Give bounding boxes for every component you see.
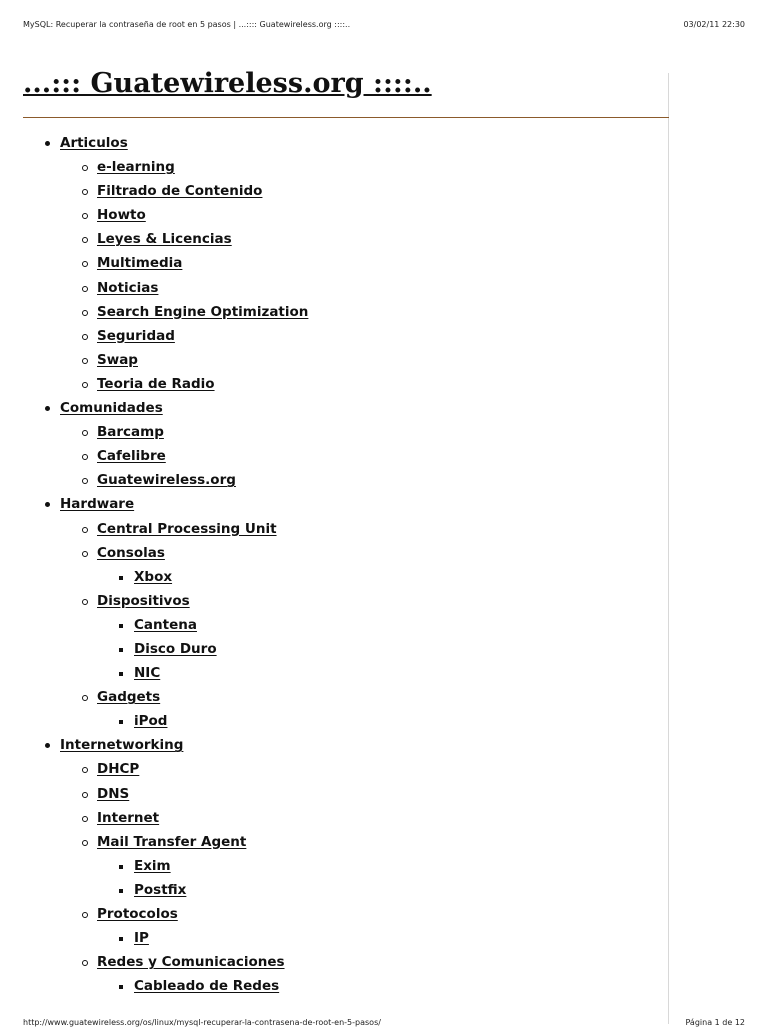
sidebar-divider (668, 73, 669, 1024)
circle-bullet-icon (82, 189, 88, 195)
print-page-number: Página 1 de 12 (685, 1018, 745, 1027)
nav-item-level-2 (0, 953, 660, 977)
circle-bullet-icon (82, 478, 88, 484)
circle-bullet-icon (82, 237, 88, 243)
nav-item-level-2 (0, 760, 660, 784)
nav-link[interactable]: Central Processing Unit (97, 520, 277, 537)
nav-link[interactable]: DHCP (97, 761, 140, 778)
nav-item-level-2 (0, 688, 660, 712)
circle-bullet-icon (82, 382, 88, 388)
print-header (23, 20, 745, 29)
nav-item-level-2 (0, 182, 660, 206)
circle-bullet-icon (82, 430, 88, 436)
nav-item-level-3 (0, 640, 660, 664)
square-bullet-icon (119, 985, 123, 989)
category-list (0, 134, 660, 1001)
nav-item-level-3 (0, 616, 660, 640)
nav-item-level-1 (0, 134, 660, 158)
circle-bullet-icon (82, 334, 88, 340)
nav-link[interactable]: Internetworking (60, 737, 184, 754)
nav-link[interactable]: Swap (97, 351, 138, 368)
nav-item-level-2 (0, 471, 660, 495)
disc-bullet-icon (45, 743, 50, 748)
nav-item-level-2 (0, 833, 660, 857)
square-bullet-icon (119, 672, 123, 676)
nav-link[interactable]: Cableado de Redes (134, 978, 280, 995)
circle-bullet-icon (82, 286, 88, 292)
circle-bullet-icon (82, 767, 88, 773)
nav-item-level-3 (0, 977, 660, 1001)
nav-link[interactable]: Howto (97, 207, 146, 224)
nav-link[interactable]: Filtrado de Contenido (97, 183, 263, 200)
nav-link[interactable]: Disco Duro (134, 640, 217, 657)
nav-link[interactable]: Cantena (134, 616, 197, 633)
nav-item-level-1 (0, 495, 660, 519)
print-footer (23, 1018, 745, 1027)
circle-bullet-icon (82, 599, 88, 605)
square-bullet-icon (119, 937, 123, 941)
nav-link[interactable]: Redes y Comunicaciones (97, 954, 285, 971)
nav-item-level-1 (0, 736, 660, 760)
nav-item-level-3 (0, 664, 660, 688)
circle-bullet-icon (82, 551, 88, 557)
circle-bullet-icon (82, 816, 88, 822)
nav-item-level-2 (0, 544, 660, 568)
nav-item-level-2 (0, 785, 660, 809)
square-bullet-icon (119, 865, 123, 869)
circle-bullet-icon (82, 840, 88, 846)
nav-item-level-2 (0, 351, 660, 375)
nav-link[interactable]: Mail Transfer Agent (97, 833, 247, 850)
nav-item-level-2 (0, 206, 660, 230)
nav-item-level-2 (0, 279, 660, 303)
nav-link[interactable]: Teoria de Radio (97, 375, 215, 392)
square-bullet-icon (119, 576, 123, 580)
nav-item-level-2 (0, 809, 660, 833)
nav-link[interactable]: Articulos (60, 135, 128, 151)
nav-item-level-3 (0, 881, 660, 905)
circle-bullet-icon (82, 310, 88, 316)
nav-link[interactable]: IP (134, 930, 149, 947)
nav-link[interactable]: Postfix (134, 881, 187, 898)
nav-item-level-2 (0, 254, 660, 278)
nav-item-level-2 (0, 303, 660, 327)
nav-link[interactable]: Dispositivos (97, 592, 190, 609)
nav-item-level-3 (0, 857, 660, 881)
nav-link[interactable]: Cafelibre (97, 448, 166, 465)
nav-item-level-3 (0, 929, 660, 953)
print-url: http://www.guatewireless.org/os/linux/mysql-recuperar-la-contrasena-de-root-en-5-pasos/ (23, 1018, 381, 1027)
title-divider (23, 117, 669, 118)
nav-link[interactable]: Noticias (97, 279, 159, 296)
nav-item-level-2 (0, 592, 660, 616)
circle-bullet-icon (82, 912, 88, 918)
circle-bullet-icon (82, 213, 88, 219)
nav-item-level-2 (0, 905, 660, 929)
print-datetime: 03/02/11 22:30 (683, 20, 745, 29)
circle-bullet-icon (82, 695, 88, 701)
nav-link[interactable]: Barcamp (97, 424, 164, 441)
nav-link[interactable]: Seguridad (97, 327, 175, 344)
nav-item-level-2 (0, 520, 660, 544)
nav-item-level-2 (0, 423, 660, 447)
nav-link[interactable]: Guatewireless.org (97, 472, 236, 489)
square-bullet-icon (119, 720, 123, 724)
nav-link[interactable]: iPod (134, 713, 168, 730)
circle-bullet-icon (82, 527, 88, 533)
nav-link[interactable]: Hardware (60, 496, 135, 513)
nav-link[interactable]: Gadgets (97, 689, 161, 706)
nav-link[interactable]: Search Engine Optimization (97, 303, 309, 320)
nav-link[interactable]: Internet (97, 809, 160, 826)
circle-bullet-icon (82, 165, 88, 171)
category-navigation (0, 134, 660, 1001)
nav-link[interactable]: Multimedia (97, 255, 183, 272)
nav-link[interactable]: Consolas (97, 544, 165, 561)
circle-bullet-icon (82, 358, 88, 364)
nav-link[interactable]: DNS (97, 785, 130, 802)
nav-item-level-3 (0, 712, 660, 736)
nav-link[interactable]: NIC (134, 665, 161, 682)
nav-item-level-2 (0, 158, 660, 182)
nav-item-level-3 (0, 568, 660, 592)
disc-bullet-icon (45, 406, 50, 411)
nav-item-level-2 (0, 447, 660, 471)
nav-link[interactable]: Exim (134, 857, 171, 874)
disc-bullet-icon (45, 141, 50, 146)
square-bullet-icon (119, 889, 123, 893)
nav-item-level-1 (0, 399, 660, 423)
nav-link[interactable]: Comunidades (60, 400, 163, 417)
circle-bullet-icon (82, 261, 88, 267)
nav-item-level-2 (0, 230, 660, 254)
circle-bullet-icon (82, 792, 88, 798)
nav-link[interactable]: Leyes & Licencias (97, 231, 232, 248)
square-bullet-icon (119, 648, 123, 652)
nav-link[interactable]: Protocolos (97, 906, 178, 922)
square-bullet-icon (119, 624, 123, 628)
nav-item-level-2 (0, 375, 660, 399)
circle-bullet-icon (82, 960, 88, 966)
nav-item-level-2 (0, 327, 660, 351)
disc-bullet-icon (45, 502, 50, 507)
circle-bullet-icon (82, 454, 88, 460)
site-title-link[interactable]: ...::: Guatewireless.org ::::.. (23, 68, 432, 99)
nav-link[interactable]: Xbox (134, 568, 173, 585)
nav-link[interactable]: e-learning (97, 159, 175, 176)
print-page-title: MySQL: Recuperar la contraseña de root en 5 pasos | ...:::: Guatewireless.org ::::.. (23, 20, 351, 29)
